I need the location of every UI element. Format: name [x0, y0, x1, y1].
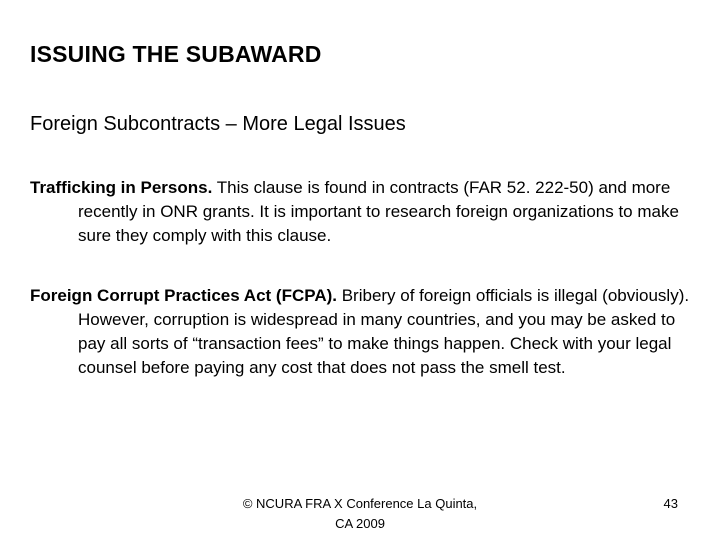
slide-title: ISSUING THE SUBAWARD [30, 41, 322, 67]
paragraph-trafficking [30, 176, 700, 248]
paragraph-term: Trafficking in Persons. [30, 178, 213, 197]
paragraph-text: This clause is found in contracts (FAR 52. 222-50) and more recently in ONR grants. It is important to research foreign organizations to make sure they comply with this clause. [78, 178, 679, 245]
paragraph-term: Foreign Corrupt Practices Act (FCPA). [30, 286, 337, 305]
page-number: 43 [663, 496, 678, 511]
paragraph-fcpa [30, 284, 700, 380]
slide-subtitle: Foreign Subcontracts – More Legal Issues [30, 113, 406, 135]
paragraph-text: Bribery of foreign officials is illegal (obviously). However, corruption is widespread in many countries, and you may be asked to pay all sorts of “transaction fees” to make things happen. Check with your legal counsel before paying any cost that does not pass the smell test. [78, 286, 690, 377]
footer-copyright: © NCURA FRA X Conference La Quinta, CA 2009 [242, 496, 478, 531]
